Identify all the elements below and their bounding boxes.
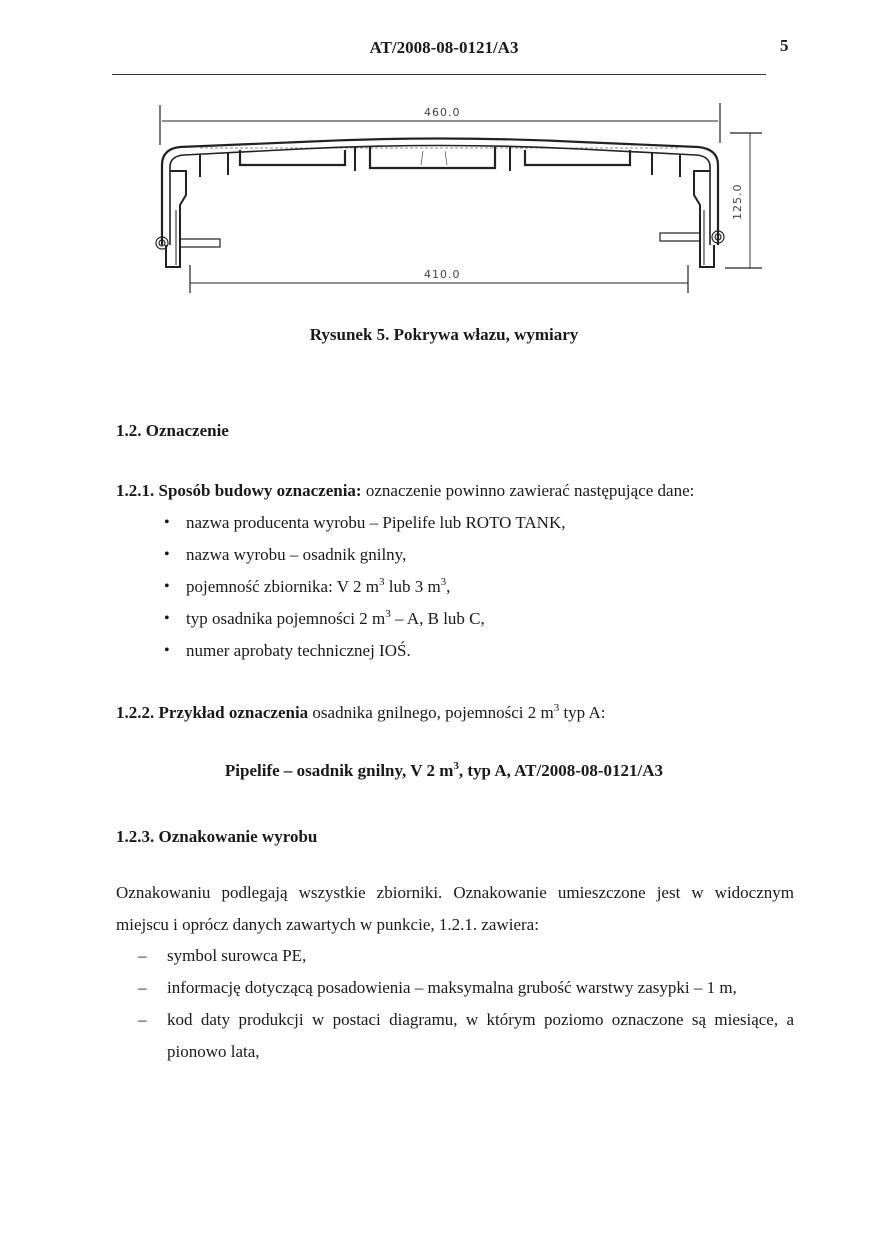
right-latch — [660, 233, 700, 241]
rib-pocket-right — [525, 150, 630, 165]
list-item: – symbol surowca PE, — [138, 945, 794, 967]
left-latch — [180, 239, 220, 247]
center-mark-2 — [445, 151, 447, 165]
figure-caption: Rysunek 5. Pokrywa włazu, wymiary — [309, 325, 579, 344]
center-mark-1 — [421, 151, 423, 165]
section-1-2-1-label: 1.2.1. Sposób budowy oznaczenia: — [116, 481, 362, 500]
list-item: – informację dotyczącą posadowienia – maksymalna grubość warstwy zasypki – 1 m, — [138, 977, 794, 999]
list-item: – kod daty produkcji w postaci diagramu, w którym poziomo oznaczone są miesiące, a pionowo lata, — [138, 1004, 794, 1068]
product-marking-list — [138, 945, 794, 1078]
section-heading-1-2-3: 1.2.3. Oznakowanie wyrobu — [116, 827, 318, 846]
document-id-header: AT/2008-08-0121/A3 — [369, 38, 519, 57]
section-1-2-2-label: 1.2.2. Przykład oznaczenia — [116, 703, 309, 722]
section-1-2-1-text: oznaczenie powinno zawierać następujące dane: — [365, 481, 695, 500]
header-divider — [112, 74, 766, 75]
dim-top-label: 460.0 — [424, 106, 461, 119]
dim-bottom-label: 410.0 — [424, 268, 461, 281]
rib-pocket-left — [240, 150, 345, 165]
marking-example: Pipelife – osadnik gnilny, V 2 $m^3$, typ A, AT/2008-08-0121/A3 — [224, 760, 664, 780]
dim-height-label: 125.0 — [731, 183, 744, 220]
list-item: • nazwa producenta wyrobu – Pipelife lub ROTO TANK, — [164, 512, 566, 544]
manhole-cover-drawing — [140, 95, 780, 305]
rib-pocket-center — [370, 147, 495, 168]
section-heading-1-2: 1.2. Oznaczenie — [116, 421, 229, 440]
list-item: • typ osadnika pojemności 2 $m^3$ – A, B lub C, — [164, 608, 566, 640]
list-item: • numer aprobaty technicznej IOŚ. — [164, 640, 566, 672]
paragraph-line-1: Oznakowaniu podlegają wszystkie zbiorniki. Oznakowanie umieszczone jest w widocznym — [116, 883, 794, 902]
list-item: • pojemność zbiornika: V 2 $m^3$ lub 3 $m^3$, — [164, 576, 566, 608]
cover-outer-contour — [162, 139, 718, 246]
section-1-2-1-intro — [116, 481, 694, 501]
paragraph-line-2: miejscu i oprócz danych zawartych w punkcie, 1.2.1. zawiera: — [116, 915, 539, 934]
page-number: 5 — [780, 36, 789, 55]
marking-data-list — [164, 512, 566, 672]
list-item: • nazwa wyrobu – osadnik gnilny, — [164, 544, 566, 576]
section-1-2-2-intro: 1.2.2. Przykład oznaczenia osadnika gnilnego, pojemności 2 $m^3$ typ A: — [116, 702, 606, 722]
